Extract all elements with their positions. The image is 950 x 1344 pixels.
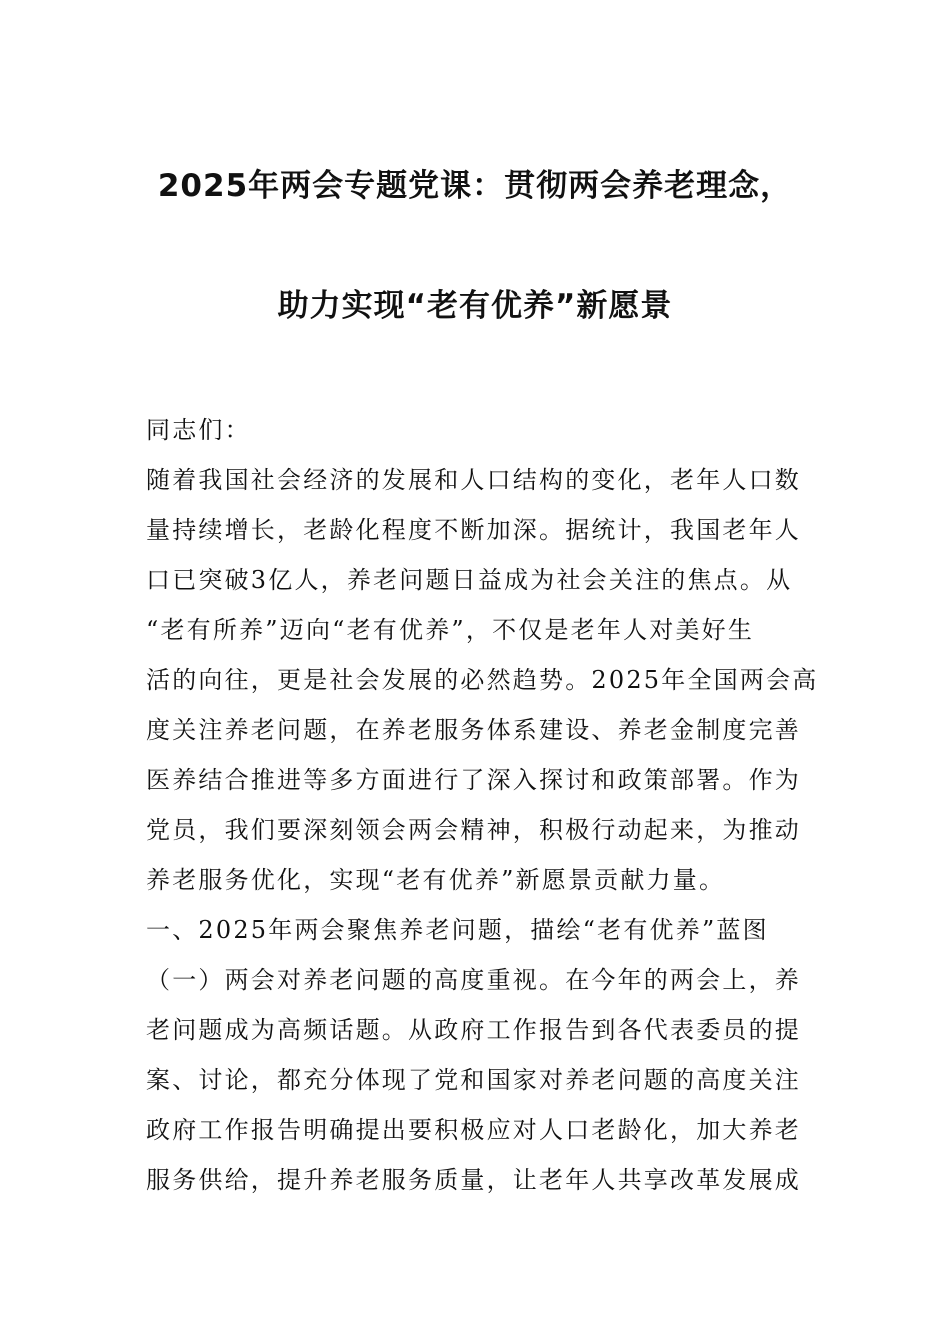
body-line: 随着我国社会经济的发展和人口结构的变化，老年人口数 <box>146 466 801 494</box>
body-line: “老有所养”迈向“老有优养”，不仅是老年人对美好生 <box>146 616 755 644</box>
body-line: 度关注养老问题，在养老服务体系建设、养老金制度完善 <box>146 716 801 744</box>
body-line: 医养结合推进等多方面进行了深入探讨和政策部署。作为 <box>146 766 801 794</box>
document-title-line-1: 2025年两会专题党课：贯彻两会养老理念， <box>157 168 793 204</box>
body-line: 案、讨论，都充分体现了党和国家对养老问题的高度关注 <box>146 1066 801 1094</box>
document-body <box>146 405 819 1205</box>
body-line: 政府工作报告明确提出要积极应对人口老龄化，加大养老 <box>146 1116 801 1144</box>
body-line: 口已突破3亿人，养老问题日益成为社会关注的焦点。从 <box>146 566 793 594</box>
section-heading: 一、2025年两会聚焦养老问题，描绘“老有优养”蓝图 <box>146 916 769 944</box>
body-line: （一）两会对养老问题的高度重视。在今年的两会上，养 <box>146 966 801 994</box>
body-line: 服务供给，提升养老服务质量，让老年人共享改革发展成 <box>146 1166 801 1194</box>
body-line: 活的向往，更是社会发展的必然趋势。2025年全国两会高 <box>146 666 819 694</box>
body-line: 养老服务优化，实现“老有优养”新愿景贡献力量。 <box>146 866 726 894</box>
document-title-line-2: 助力实现“老有优养”新愿景 <box>277 288 673 324</box>
body-line: 党员，我们要深刻领会两会精神，积极行动起来，为推动 <box>146 816 801 844</box>
body-line: 量持续增长，老龄化程度不断加深。据统计，我国老年人 <box>146 516 801 544</box>
body-line: 老问题成为高频话题。从政府工作报告到各代表委员的提 <box>146 1016 801 1044</box>
salutation: 同志们： <box>146 416 251 444</box>
